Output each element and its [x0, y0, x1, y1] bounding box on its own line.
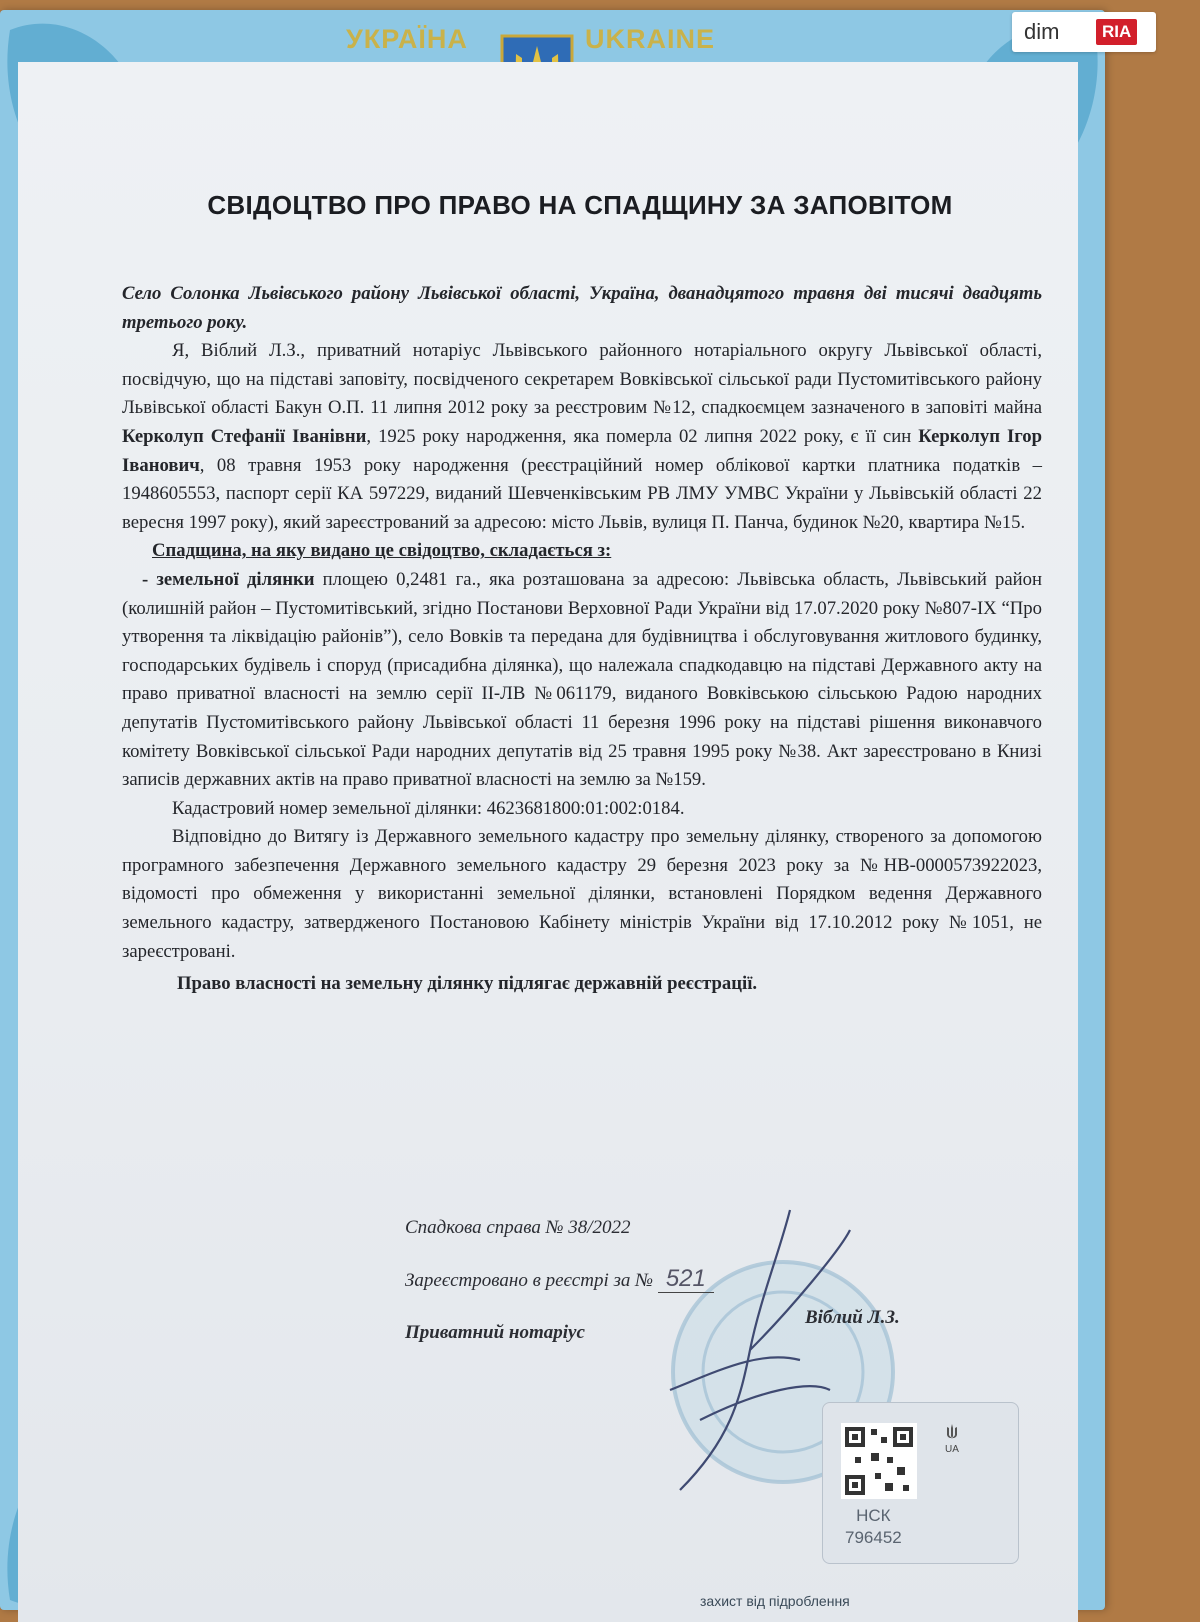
stamp-code	[845, 1505, 902, 1549]
p1-part-b: , 1925 року народження, яка померла 02 липня 2022 року, є її син	[366, 425, 919, 447]
trident-small-icon	[945, 1423, 959, 1441]
testator-name: Керколуп Стефанії Іванівни	[122, 425, 367, 447]
footer-protection-note: захист від підроблення	[700, 1593, 850, 1609]
case-number-line	[405, 1217, 631, 1239]
final-statement: Право власності на земельну ділянку підлягає державній реєстрації.	[177, 973, 758, 995]
certificate-text	[122, 280, 1042, 999]
dimria-watermark	[1012, 12, 1156, 52]
country-code-text: UA	[945, 1444, 959, 1455]
p1-part-a: Я, Віблий Л.З., приватний нотаріус Львівського районного нотаріального округу Львівської області, посвідчую, що на підставі заповіту, посвідченого секретарем Вовківської сільської ради Пустомитівського району Львівської області Бакун О.П. 11 липня 2012 року за реєстровим №12, спадкоємцем зазначеного в заповіті майна	[122, 340, 1042, 419]
inheritance-heading: Спадщина, на яку видано це свідоцтво, складається з:	[152, 540, 612, 562]
document-title: СВІДОЦТВО ПРО ПРАВО НА СПАДЩИНУ ЗА ЗАПОВІТОМ	[207, 190, 953, 220]
security-hologram-stamp	[822, 1402, 1019, 1564]
cadastral-number: Кадастровий номер земельної ділянки: 4623681800:01:002:0184.	[172, 797, 685, 819]
brand-dim: dim	[1024, 19, 1060, 44]
case-number: 38/2022	[568, 1217, 631, 1238]
certificate-sheet	[0, 10, 1105, 1610]
header-country-ua: УКРАЇНА	[346, 24, 468, 54]
stamp-number: 796452	[845, 1528, 902, 1547]
case-label: Спадкова справа №	[405, 1217, 564, 1238]
brand-ria: RIA	[1096, 19, 1137, 45]
land-plot-lead: - земельної ділянки	[142, 568, 315, 590]
heir-name: Керколуп Ігор Іванович	[122, 425, 1042, 476]
paragraph-notary-statement	[122, 337, 1042, 537]
paragraph-cadastre-extract: Відповідно до Витягу із Державного земельного кадастру про земельну ділянку, створеного за допомогою програмного забезпечення Державного земельного кадастру 29 березня 2023 року за №НВ-0000573922023, відомості про обмеження у використанні земельної ділянки, встановлені Порядком ведення Державного земельного кадастру, затвердженого Постановою Кабінету міністрів України від 17.10.2012 року №1051, не зареєстровані.	[122, 826, 1042, 962]
notary-label: Приватний нотаріус	[405, 1322, 585, 1343]
place-and-date: Село Солонка Львівського району Львівської області, Україна, дванадцятого травня дві тисячі двадцять третього року.	[122, 283, 1042, 333]
qr-code-icon	[841, 1423, 917, 1499]
stamp-series: НСК	[856, 1506, 891, 1525]
notary-name: Віблий Л.З.	[805, 1307, 900, 1328]
registry-label: Зареєстровано в реєстрі за №	[405, 1270, 654, 1291]
registry-number: 521	[658, 1265, 714, 1293]
country-code	[941, 1423, 963, 1455]
p1-part-c: , 08 травня 1953 року народження (реєстраційний номер облікової картки платника податків – 1948605553, паспорт серії КА 597229, виданий Шевченківським РВ ЛМУ УМВС України у Львівській області 22 вересня 1997 року), який зареєстрований за адресою: місто Львів, вулиця П. Панча, будинок №20, квартира №15.	[122, 454, 1042, 533]
paragraph-land-plot	[122, 566, 1042, 795]
land-plot-text: площею 0,2481 га., яка розташована за адресою: Львівська область, Львівський район (колишній район – Пустомитівський, згідно Постанови Верховної Ради України від 17.07.2020 року №807-IX “Про утворення та ліквідацію районів”), село Вовків та передана для будівництва і обслуговування житлового будинку, господарських будівель і споруд (присадибна ділянка), що належала спадкодавцю на підставі Державного акту на право приватної власності на землю серії ІІ-ЛВ №061179, виданого Вовківською сільською Радою народних депутатів Пустомитівського району Львівської області 11 березня 1996 року на підставі рішення виконавчого комітету Вовківської сільської Ради народних депутатів від 25 травня 1995 року №38. Акт зареєстровано в Книзі записів державних актів на право приватної власності на землю за №159.	[122, 568, 1043, 791]
header-country-en: UKRAINE	[585, 24, 716, 54]
